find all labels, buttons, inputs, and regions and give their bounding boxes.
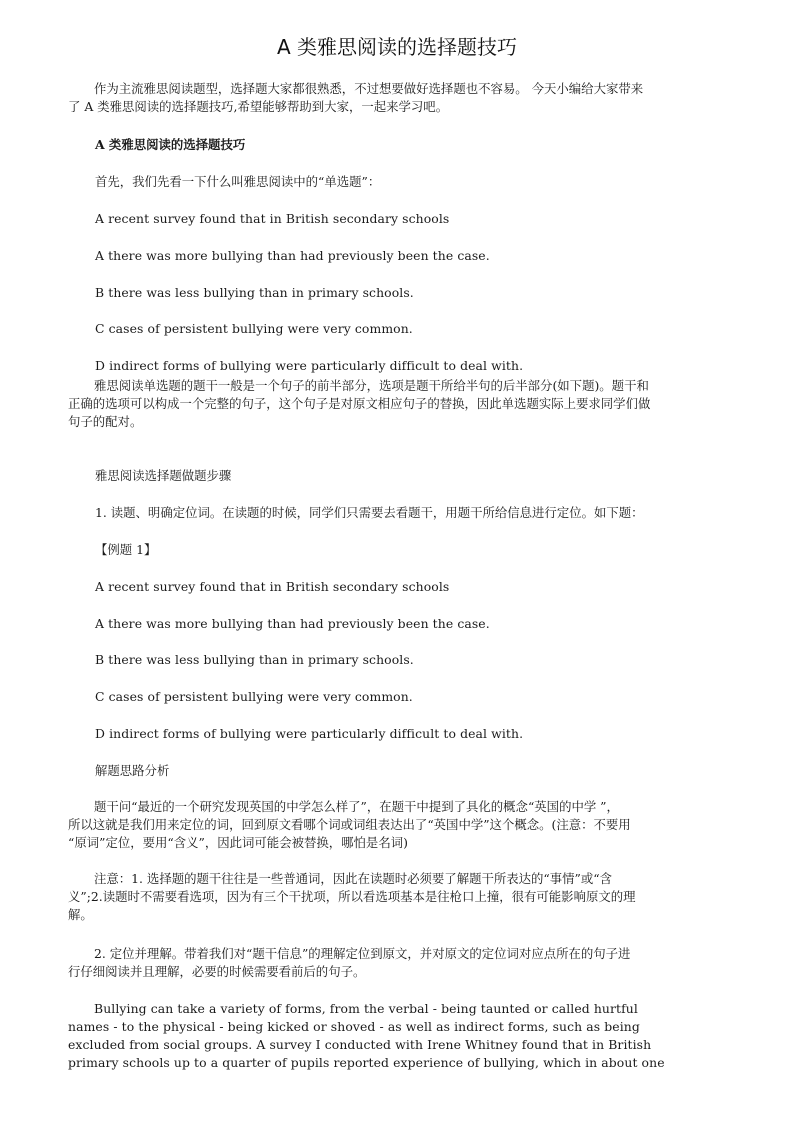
question1-stem: A recent survey found that in British secondary schools — [95, 211, 450, 226]
note-paragraph — [68, 870, 724, 924]
steps-heading: 雅思阅读选择题做题步骤 — [95, 468, 232, 483]
step1-text: 1. 读题、明确定位词。在读题的时候，同学们只需要去看题干，用题干所给信息进行定位。如下题： — [95, 505, 644, 520]
step2-paragraph — [68, 945, 724, 981]
example-label: 【例题 1】 — [95, 542, 157, 557]
analysis-line-3: “原词”定位，要用“含义”，因此词可能会被替换，哪怕是名词) — [68, 835, 408, 850]
question2-option-c: C cases of persistent bullying were very common. — [95, 689, 413, 704]
analysis-heading: 解题思路分析 — [95, 763, 170, 778]
step2-line-1: 2. 定位并理解。带着我们对“题干信息”的理解定位到原文，并对原文的定位词对应点所在的句子进 — [94, 946, 631, 961]
intro-line-1: 作为主流雅思阅读题型，选择题大家都很熟悉，不过想要做好选择题也不容易。 今天小编给大家带来 — [94, 81, 644, 96]
passage-line-4: primary schools up to a quarter of pupils reported experience of bullying, which in about one — [68, 1055, 665, 1070]
note-line-1: 注意：1. 选择题的题干往往是一些普通词，因此在读题时必须要了解题干所表达的“事情”或“含 — [94, 871, 612, 886]
first-line: 首先，我们先看一下什么叫雅思阅读中的“单选题”： — [95, 174, 381, 189]
passage-line-1: Bullying can take a variety of forms, from the verbal - being taunted or called hurtful — [94, 1001, 638, 1016]
analysis-paragraph — [68, 798, 724, 852]
question2-stem: A recent survey found that in British secondary schools — [95, 579, 450, 594]
question1-option-a: A there was more bullying than had previously been the case. — [95, 248, 490, 263]
explain-line-3: 句子的配对。 — [68, 414, 143, 429]
intro-paragraph — [68, 80, 724, 116]
analysis-line-2: 所以这就是我们用来定位的词，回到原文看哪个词或词组表达出了“英国中学”这个概念。(注意：不要用 — [68, 817, 631, 832]
question2-option-d: D indirect forms of bullying were particularly difficult to deal with. — [95, 726, 524, 741]
explain-paragraph — [68, 377, 724, 431]
intro-line-2: 了 A 类雅思阅读的选择题技巧,希望能够帮助到大家，一起来学习吧。 — [68, 99, 449, 114]
step2-line-2: 行仔细阅读并且理解，必要的时候需要看前后的句子。 — [68, 964, 366, 979]
section-subheading: A 类雅思阅读的选择题技巧 — [95, 137, 246, 152]
note-line-3: 解。 — [68, 907, 93, 922]
question1-option-b: B there was less bullying than in primary schools. — [95, 285, 414, 300]
question2-option-a: A there was more bullying than had previously been the case. — [95, 616, 490, 631]
passage-paragraph — [68, 1000, 724, 1072]
analysis-line-1: 题干问“最近的一个研究发现英国的中学怎么样了”，在题干中提到了具化的概念“英国的中学 ”， — [94, 799, 619, 814]
explain-line-1: 雅思阅读单选题的题干一般是一个句子的前半部分，选项是题干所给半句的后半部分(如下题)。题干和 — [94, 378, 649, 393]
question2-option-b: B there was less bullying than in primary schools. — [95, 652, 414, 667]
question1-option-c: C cases of persistent bullying were very common. — [95, 321, 413, 336]
explain-line-2: 正确的选项可以构成一个完整的句子，这个句子是对原文相应句子的替换，因此单选题实际上要求同学们做 — [68, 396, 651, 411]
passage-line-2: names - to the physical - being kicked or shoved - as well as indirect forms, such as being — [68, 1019, 640, 1034]
passage-line-3: excluded from social groups. A survey I conducted with Irene Whitney found that in British — [68, 1037, 652, 1052]
note-line-2: 义”;2.读题时不需要看选项，因为有三个干扰项，所以看选项基本是往枪口上撞，很有可能影响原文的理 — [68, 889, 636, 904]
question1-option-d: D indirect forms of bullying were particularly difficult to deal with. — [95, 358, 524, 373]
page-title: A 类雅思阅读的选择题技巧 — [276, 35, 518, 59]
